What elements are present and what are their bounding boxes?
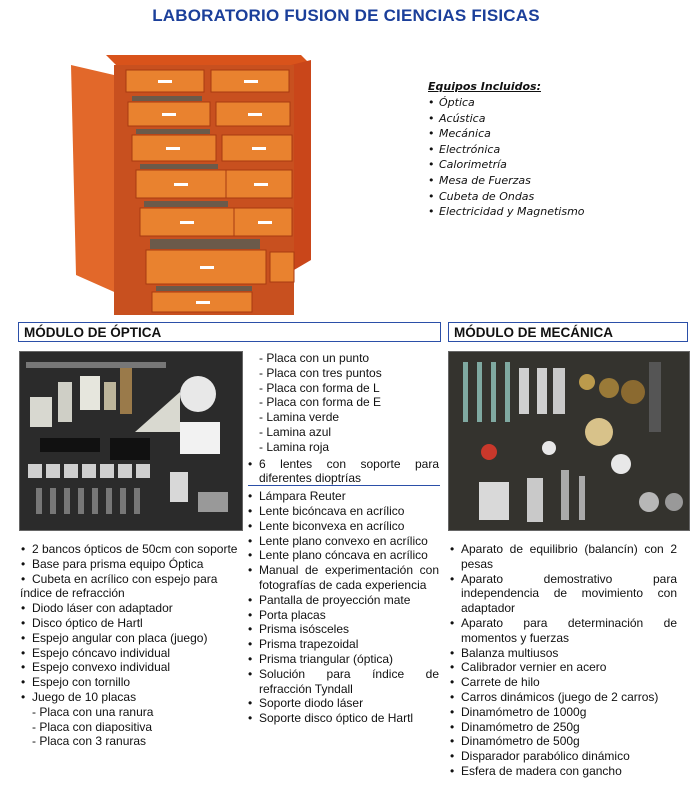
list-item-continuation: índice de refracción [20,586,125,601]
list-item: • 6 lentes con soporte para diferentes dioptrías [247,457,439,487]
list-item: • Esfera de madera con gancho [449,764,677,779]
list-item: • Balanza multiusos [449,646,677,661]
list-item: • Disco óptico de Hartl [20,616,242,631]
list-item: • Espejo con tornillo [20,675,242,690]
list-subitem: - Placa con forma de E [259,395,382,410]
equipment-item: • Acústica [428,111,585,127]
equipment-heading: Equipos Incluidos: [428,80,541,93]
list-item: • Porta placas [247,608,439,623]
list-item: • Espejo angular con placa (juego) [20,631,242,646]
equipment-item: • Electrónica [428,142,585,158]
list-item: • Espejo convexo individual [20,660,242,675]
optics-kit-image [19,351,243,531]
optics-list-middle [247,351,439,726]
list-subitem: - Lamina verde [259,410,340,425]
equipment-item: • Mecánica [428,126,585,142]
list-item: • Disparador parabólico dinámico [449,749,677,764]
equipment-item: • Cubeta de Ondas [428,189,585,205]
optics-section-header: MÓDULO DE ÓPTICA [18,322,441,342]
equipment-item: • Calorimetría [428,157,585,173]
list-subitem: - Placa con forma de L [259,380,380,395]
list-item: • Dinamómetro de 500g [449,734,677,749]
equipment-list [428,80,585,220]
list-item: • Prisma trapezoidal [247,637,439,652]
list-item: • 2 bancos ópticos de 50cm con soporte [20,542,242,557]
equipment-item: • Electricidad y Magnetismo [428,204,585,220]
list-subitem: - Placa con una ranura [32,704,154,719]
list-item: • Carrete de hilo [449,675,677,690]
list-subitem: - Lamina roja [259,439,330,454]
optics-list-left [20,542,242,749]
list-item: • Lente biconvexa en acrílico [247,519,439,534]
list-item: • Espejo cóncavo individual [20,646,242,661]
list-subitem: - Placa con 3 ranuras [32,734,147,749]
list-item: • Lente bicóncava en acrílico [247,504,439,519]
cabinet-image [66,40,311,315]
divider [248,485,440,486]
list-subitem: - Placa con un punto [259,351,370,365]
list-item: • Soporte disco óptico de Hartl [247,711,439,726]
mechanics-kit-image [448,351,690,531]
page-title: LABORATORIO FUSION DE CIENCIAS FISICAS [152,6,540,25]
list-item: • Prisma isósceles [247,622,439,637]
mechanics-section-header: MÓDULO DE MECÁNICA [448,322,688,342]
list-subitem: - Lamina azul [259,424,332,439]
list-item: • Lente plano cóncava en acrílico [247,548,439,563]
list-subitem: - Placa con tres puntos [259,365,382,380]
list-item: • Aparato para determinación de momentos y fuerzas [449,616,677,646]
list-item: • Aparato de equilibrio (balancín) con 2 pesas [449,542,677,572]
mechanics-list [449,542,677,779]
list-item: • Soporte diodo láser [247,696,439,711]
list-item: • Juego de 10 placas [20,690,242,705]
list-item: • Prisma triangular (óptica) [247,652,439,667]
list-subitem: - Placa con diapositiva [32,719,153,734]
equipment-item: • Óptica [428,95,585,111]
list-item: • Calibrador vernier en acero [449,660,677,675]
list-item: • Aparato demostrativo para independencia de movimiento con adaptador [449,572,677,616]
list-item: • Solución para índice de refracción Tyndall [247,667,439,697]
list-item: • Cubeta en acrílico con espejo para [20,572,242,587]
list-item: • Diodo láser con adaptador [20,601,242,616]
list-item: • Lente plano convexo en acrílico [247,534,439,549]
list-item: • Base para prisma equipo Óptica [20,557,242,572]
list-item: • Dinamómetro de 1000g [449,705,677,720]
list-item: • Carros dinámicos (juego de 2 carros) [449,690,677,705]
list-item: • Dinamómetro de 250g [449,720,677,735]
list-item: • Lámpara Reuter [247,489,439,504]
list-item: • Manual de experimentación con fotografías de cada experiencia [247,563,439,593]
equipment-item: • Mesa de Fuerzas [428,173,585,189]
list-item: • Pantalla de proyección mate [247,593,439,608]
